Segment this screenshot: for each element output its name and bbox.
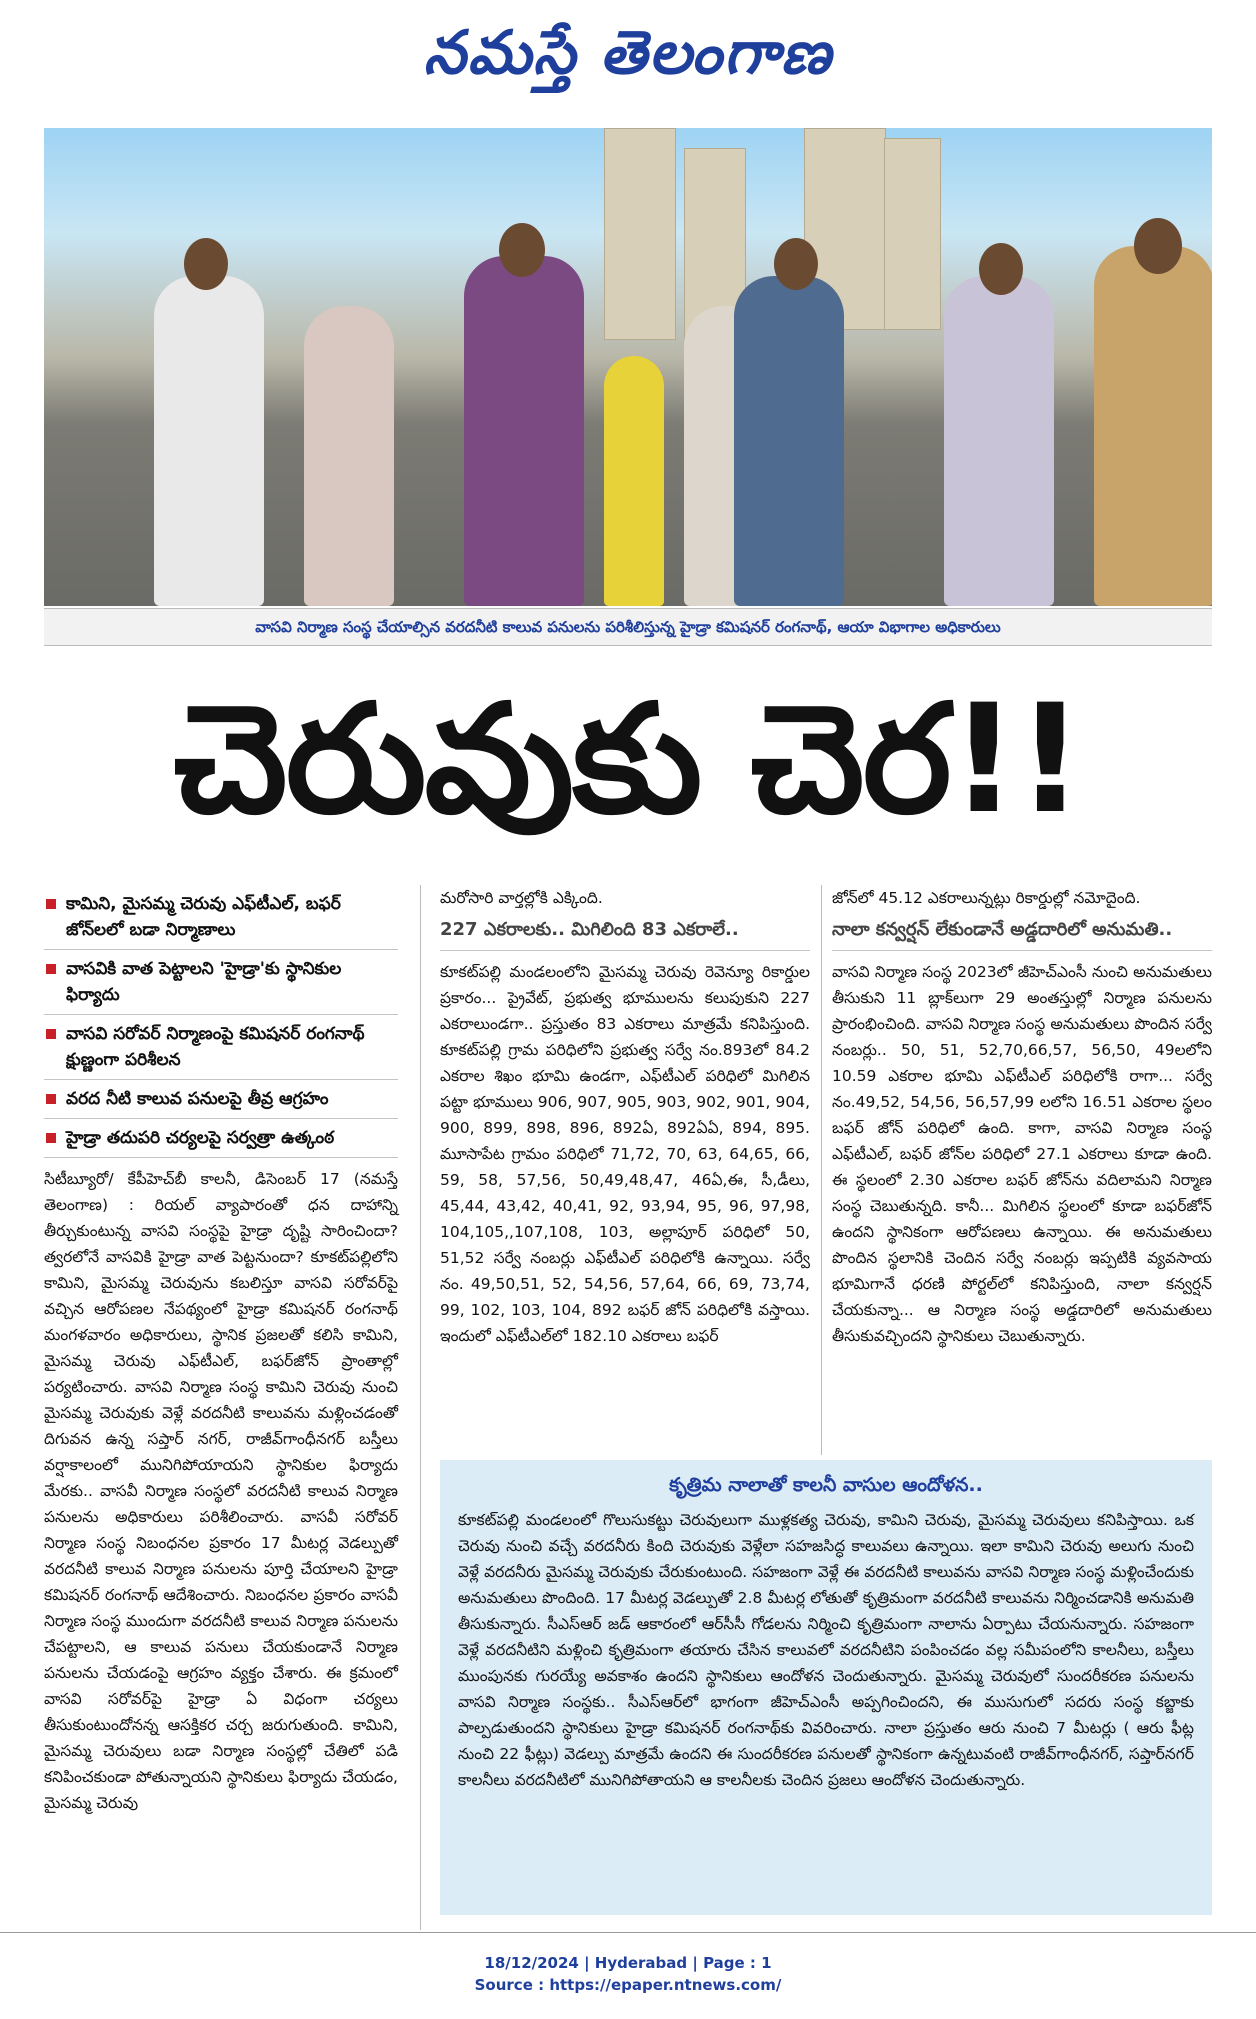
footer-date-edition: 18/12/2024 | Hyderabad | Page : 1 [484, 1954, 772, 1972]
news-photo [44, 128, 1212, 606]
article-body-col1: సిటీబ్యూరో/ కేపీహెచ్‌బీ కాలనీ, డిసెంబర్ 17 (నమస్తే తెలంగాణ) : రియల్ వ్యాపారంతో ధన దాహాన్ని తీర్చుకుంటున్న వాసవి సంస్థపై హైడ్రా దృష్టి సారించిందా? త్వరలోనే వాసవికి హైడ్రా వాత పెట్టనుందా? కూకట్‌పల్లిలోని కామిని, మైసమ్మ చెరువును కబలిస్తూ వాసవి సరోవర్‌పై వచ్చిన ఆరోపణల నేపథ్యంలో హైడ్రా కమిషనర్ రంగనాథ్ మంగళవారం అధికారులు, స్థానిక ప్రజలతో కలిసి కామిని, మైసమ్మ చెరువు ఎఫ్‌టీఎల్, బఫర్‌జోన్ ప్రాంతాల్లో పర్యటించారు. వాసవి నిర్మాణ సంస్థ కామిని చెరువు నుంచి మైసమ్మ చెరువుకు వెళ్లే వరదనీటి కాలువను మళ్లించడంతో దిగువన ఉన్న సప్తార్ నగర్, రాజీవ్‌గాంధీనగర్ బస్తీలు వర్షాకాలంలో మునిగిపోయాయని స్థానికుల ఫిర్యాదు మేరకు.. వాసవీ నిర్మాణ సంస్థలో వరదనీటి కాలువ నిర్మాణ పనులను అధికారులు పరిశీలించారు. వాసవీ సరోవర్ నిర్మాణ సంస్థ నిబంధనల ప్రకారం 17 మీటర్ల వెడల్పుతో వరదనీటి కాలువ నిర్మాణ పనులను పూర్తి చేయాలని హైడ్రా కమిషనర్ రంగనాథ్ ఆదేశించారు. నిబంధనల ప్రకారం వాసవీ నిర్మాణ సంస్థ ముందుగా వరదనీటి కాలువ నిర్మాణ పనులను చేపట్టాలని, ఆ కాలువ పనులు చేయకుండానే నిర్మాణ పనులను చేయడంపై ఆగ్రహం వ్యక్తం చేశారు. ఈ క్రమంలో వాసవి సరోవర్‌పై హైడ్రా ఏ విధంగా చర్యలు తీసుకుంటుందోనన్న ఆసక్తికర చర్చ జరుగుతుంది. కామిని, మైసమ్మ చెరువులు బడా నిర్మాణ సంస్థల్లో చేతిలో పడి కనిపించకుండా పోతున్నాయని స్థానికులు ఫిర్యాదు చేయడం, మైసమ్మ చెరువు [44, 1170, 398, 1812]
footer-divider [0, 1932, 1256, 1933]
article-body-col3: వాసవి నిర్మాణ సంస్థ 2023లో జీహెచ్‌ఎంసీ నుంచి అనుమతులు తీసుకుని 11 బ్లాక్‌లుగా 29 అంతస్తుల్లో నిర్మాణ పనులను ప్రారంభించింది. వాసవి నిర్మాణ సంస్థ అనుమతులు పొందిన సర్వే నంబర్లు.. 50, 51, 52,70,66,57, 56,50, 49లలోని 10.59 ఎకరాల భూమి ఎఫ్‌టీఎల్ పరిధిలోకి రాగా... సర్వే నం.49,52, 54,56, 56,57,99 లలోని 16.51 ఎకరాల స్థలం బఫర్ జోన్ పరిధిలో ఉంది. కాగా, వాసవి నిర్మాణ సంస్థ ఎఫ్‌టీఎల్, బఫర్ జోన్‌ల పరిధిలో 27.1 ఎకరాలు కూడా ఉంది. ఈ స్థలంలో 2.30 ఎకరాల బఫర్ జోన్‌ను వదిలామని నిర్మాణ సంస్థ చెబుతున్నది. కానీ... మిగిలిన స్థలంలో కూడా బఫర్‌జోన్ ఉందని స్థానికంగా ఆరోపణలు ఉన్నాయి. ఈ అనుమతులు పొందిన స్థలానికి చెందిన సర్వే నంబర్లు ఇప్పటికి వ్యవసాయ భూమిగానే ధరణి పోర్టల్‌లో కనిపిస్తుంది, నాలా కన్వర్షన్ చేయకున్నా... ఆ నిర్మాణ సంస్థ అడ్డదారిలో అనుమతులు తీసుకువచ్చిందని స్థానికులు చెబుతున్నారు. [832, 963, 1212, 1345]
photo-caption: వాసవి నిర్మాణ సంస్థ చేయాల్సిన వరదనీటి కాలువ పనులను పరిశీలిస్తున్న హైడ్రా కమిషనర్ రంగనాథ్, ఆయా విభాగాల అధికారులు [44, 608, 1212, 646]
page-footer [0, 1952, 1256, 1996]
article-continuation: జోన్‌లో 45.12 ఎకరాలున్నట్లు రికార్డుల్లో నమోదైంది. [832, 889, 1141, 907]
highlight-bullet: కామిని, మైసమ్మ చెరువు ఎఫ్‌టీఎల్, బఫర్ జోన్‌లలో బడా నిర్మాణాలు [44, 885, 398, 950]
column-3 [832, 885, 1212, 1349]
highlight-bullet: వాసవి సరోవర్ నిర్మాణంపై కమిషనర్ రంగనాథ్ క్షుణ్ణంగా పరిశీలన [44, 1015, 398, 1080]
masthead [0, 0, 1256, 110]
headline: చెరువుకు చెర!! [173, 673, 1083, 847]
subheading-227-acres: 227 ఎకరాలకు.. మిగిలింది 83 ఎకరాలే.. [440, 919, 810, 951]
box-body: కూకట్‌పల్లి మండలంలో గొలుసుకట్టు చెరువులుగా ముళ్లకత్య చెరువు, కామిని చెరువు, మైసమ్మ చెరువులు కనిపిస్తాయి. ఒక చెరువు నుంచి వచ్చే వరదనీరు కింది చెరువుకు వెళ్లేలా సహజసిద్ధ కాలువలు ఉన్నాయి. ఇలా కామిని చెరువు అలుగు నుంచి వెళ్లే వరదనీరు మైసమ్మ చెరువుకు చేరుకుంటుంది. సహజంగా వెళ్లే ఈ వరదనీటి కాలువను వాసవి నిర్మాణ సంస్థ మళ్లించేందుకు అనుమతులు పొందింది. 17 మీటర్ల వెడల్పుతో 2.8 మీటర్ల లోతుతో కృత్రిమంగా వరదనీటి కాలువను నిర్మించడానికి అనుమతి తీసుకున్నారు. సీఎస్‌ఆర్ జడ్ ఆకారంలో ఆర్‌సీసీ గోడలను నిర్మించి కృత్రిమంగా నాలాను ఏర్పాటు చేయనున్నారు. సహజంగా వెళ్లే వరదనీటిని మళ్లించి కృత్రిమంగా తయారు చేసిన కాలువలో వరదనీటిని పంపించడం వల్ల సమీపంలోని కాలనీలు, బస్తీలు ముంపునకు గురయ్యే అవకాశం ఉందని స్థానికులు ఆందోళన చెందుతున్నారు. మైసమ్మ చెరువులో సుందరీకరణ పనులను వాసవి నిర్మాణ సంస్థకు.. సీఎస్‌ఆర్‌లో భాగంగా జీహెచ్‌ఎంసీ అప్పగించిందని, ఈ ముసుగులో సదరు సంస్థ కబ్జాకు పాల్పడుతుందని స్థానికులు హైడ్రా కమిషనర్ రంగనాథ్‌కు వివరించారు. నాలా ప్రస్తుతం ఆరు నుంచి 7 మీటర్లు ( ఆరు ఫీట్ల నుంచి 22 ఫీట్లు) వెడల్పు మాత్రమే ఉందని ఈ సుందరీకరణ పనులతో స్థానికంగా ఉన్నటువంటి రాజీవ్‌గాంధీనగర్, సప్తార్‌నగర్ కాలనీలు వరదనీటిలో మునిగిపోతాయని ఆ కాలనీలకు చెందిన ప్రజలు ఆందోళన చెందుతున్నారు. [458, 1511, 1194, 1789]
sidebar-box [440, 1460, 1212, 1915]
highlight-bullet: వరద నీటి కాలువ పనులపై తీవ్ర ఆగ్రహం [44, 1080, 398, 1119]
masthead-logo: నమస్తే తెలంగాణ [423, 18, 833, 88]
highlight-bullet: హైడ్రా తదుపరి చర్యలపై సర్వత్రా ఉత్కంఠ [44, 1119, 398, 1158]
footer-source-link[interactable]: Source : https://epaper.ntnews.com/ [474, 1976, 782, 1994]
article-body-col2: కూకట్‌పల్లి మండలంలోని మైసమ్మ చెరువు రెవెన్యూ రికార్డుల ప్రకారం... ప్రైవేట్, ప్రభుత్వ భూములను కలుపుకుని 227 ఎకరాలుండగా.. ప్రస్తుతం 83 ఎకరాలు మాత్రమే కనిపిస్తుంది. కూకట్‌పల్లి గ్రామ పరిధిలోని ప్రభుత్వ సర్వే నం.893లో 84.2 ఎకరాల శిఖం భూమి ఉండగా, ఎఫ్‌టీఎల్ పరిధిలో మిగిలిన పట్టా భూములు 906, 907, 905, 903, 902, 901, 904, 900, 899, 898, 896, 892ఏ, 892ఏఏ, 894, 895. మూసాపేట గ్రామం పరిధిలో 71,72, 70, 63, 64,65, 66, 59, 58, 57,56, 50,49,48,47, 46ఏ,ఈ, సీ,డీలు, 45,44, 43,42, 40,41, 92, 93,94, 95, 96, 97,98, 104,105,,107,108, 103, అల్లాపూర్ పరిధిలో 50, 51,52 సర్వే నంబర్లు ఎఫ్‌టీఎల్ పరిధిలోకి ఉన్నాయి. సర్వే నం. 49,50,51, 52, 54,56, 57,64, 66, 69, 73,74, 99, 102, 103, 104, 892 బఫర్ జోన్ పరిధిలోకి వస్తాయి. ఇందులో ఎఫ్‌టీఎల్‌లో 182.10 ఎకరాలు బఫర్ [440, 963, 810, 1345]
column-1 [44, 885, 398, 1816]
article-continuation: మరోసారి వార్తల్లోకి ఎక్కింది. [440, 889, 603, 907]
column-2 [440, 885, 810, 1349]
subheading-nala-conversion: నాలా కన్వర్షన్ లేకుండానే అడ్డదారిలో అనుమతి.. [832, 919, 1212, 951]
box-title: కృత్రిమ నాలాతో కాలనీ వాసుల ఆందోళన.. [669, 1474, 983, 1496]
highlight-bullet: వాసవికి వాత పెట్టాలని 'హైడ్రా'కు స్థానికుల ఫిర్యాదు [44, 950, 398, 1015]
